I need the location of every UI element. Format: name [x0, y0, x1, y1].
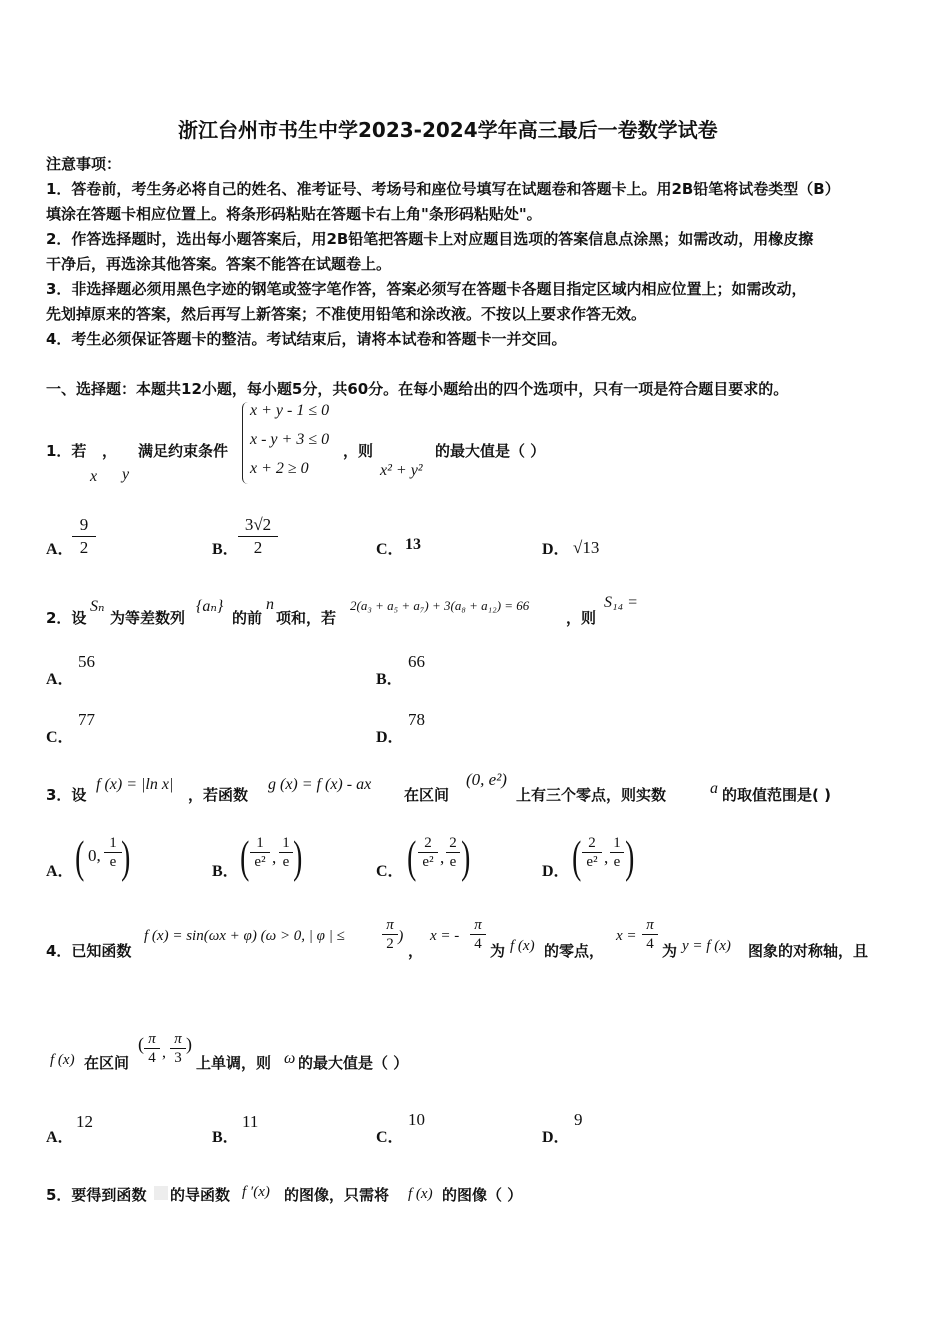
q4-number: 4．已知函数	[46, 942, 132, 960]
right-paren: )	[293, 831, 303, 882]
q3-number: 3．设	[46, 786, 87, 804]
notice-line: 4．考生必须保证答题卡的整洁。考试结束后，请将本试卷和答题卡一并交回。	[46, 330, 567, 348]
denominator: 4	[646, 936, 654, 952]
option-label: D．	[542, 863, 570, 880]
q2-condition: 2(a₃ + a₅ + a₇) + 3(a₈ + a₁₂) = 66	[350, 598, 530, 613]
denominator: e²	[422, 854, 434, 870]
denominator: e	[449, 854, 457, 870]
q4-fdef: f (x) = sin(ωx + φ) (ω > 0, | φ | ≤	[144, 928, 345, 944]
q2-text: 项和，若	[276, 609, 337, 627]
q1-comma: ，	[102, 442, 118, 460]
q4-text: 为	[662, 942, 678, 960]
q3-option-a-fraction	[104, 834, 122, 871]
q2-text: ，则	[566, 609, 597, 627]
q4-text: 为	[490, 942, 506, 960]
q3-interval: (0, e²)	[466, 770, 507, 789]
denominator: e²	[254, 854, 266, 870]
q5-fprime: f ′(x)	[242, 1184, 270, 1200]
q4-fx: f (x)	[510, 938, 535, 954]
notice-line: 3．非选择题必须用黑色字迹的钢笔或签字笔作答，答案必须写在答题卡各题目指定区域内相应位置上；如需改动，	[46, 280, 807, 298]
option-label: C．	[376, 863, 404, 880]
denominator: 2	[253, 538, 263, 557]
notice-line: 1．答卷前，考生务必将自己的姓名、准考证号、考场号和座位号填写在试题卷和答题卡上。用2B铅笔将试卷类型（B）	[46, 180, 840, 198]
q3-option-b-fraction-1	[250, 834, 270, 871]
notice-line: 填涂在答题卡相应位置上。将条形码粘贴在答题卡右上角"条形码粘贴处"。	[46, 205, 542, 223]
comma: ,	[604, 848, 609, 867]
q1-constraint: x + y - 1 ≤ 0	[250, 402, 330, 419]
right-paren: )	[461, 831, 471, 882]
option-label: C．	[376, 541, 404, 558]
q1-number: 1．若	[46, 442, 87, 460]
q4-close: )	[398, 928, 404, 945]
right-paren: )	[186, 1034, 192, 1054]
q1-constraint: x - y + 3 ≤ 0	[250, 431, 330, 448]
notice-heading: 注意事项：	[46, 155, 122, 173]
q4-option-a-value: 12	[76, 1112, 93, 1131]
q3-text: 在区间	[404, 786, 450, 804]
denominator: e	[109, 854, 117, 870]
numerator: 2	[418, 834, 438, 853]
comma: ,	[272, 848, 277, 867]
q4-text: 的零点，	[544, 942, 605, 960]
q2-number: 2．设	[46, 609, 87, 627]
q2-text: 的前	[232, 609, 263, 627]
numerator: 1	[610, 834, 624, 853]
q3-a: a	[710, 780, 718, 797]
q4-option-c-value: 10	[408, 1110, 425, 1129]
option-label: A．	[46, 671, 74, 688]
q3-option-d-fraction-1	[582, 834, 602, 871]
q2-n: n	[266, 596, 274, 613]
q4-fx2: f (x)	[50, 1052, 75, 1068]
q1-target: x² + y²	[380, 462, 423, 479]
q5-text: 的导函数	[170, 1186, 231, 1204]
option-label: D．	[542, 541, 570, 558]
q1-option-a-fraction	[72, 514, 96, 559]
denominator: e²	[586, 854, 598, 870]
q2-Sn: Sₙ	[90, 598, 105, 615]
q1-text: 的最大值是（ ）	[435, 442, 546, 460]
q3-text: 的取值范围是( )	[722, 786, 831, 804]
q4-interval-right	[170, 1030, 186, 1067]
q2-S14: S₁₄ =	[604, 594, 638, 611]
notice-line: 2．作答选择题时，选出每小题答案后，用2B铅笔把答题卡上对应题目选项的答案信息点涂黑；如需改动，用橡皮擦	[46, 230, 814, 248]
q4-text: 在区间	[84, 1054, 130, 1072]
q3-fx: f (x) = |ln x|	[96, 776, 174, 793]
q4-x2: x =	[616, 928, 637, 944]
q1-constraint: x + 2 ≥ 0	[250, 460, 309, 477]
q3-option-c-fraction-2	[446, 834, 460, 871]
q4-comma: ，	[408, 942, 424, 960]
numerator: π	[642, 916, 658, 935]
numerator: π	[382, 916, 398, 935]
left-paren: (	[572, 831, 582, 882]
q3-option-b-fraction-2	[279, 834, 293, 871]
comma: ,	[162, 1044, 166, 1061]
denominator: 4	[148, 1050, 156, 1066]
q2-option-d-value: 78	[408, 710, 425, 729]
option-label: B．	[212, 1129, 239, 1146]
comma: ,	[440, 848, 445, 867]
q4-text: 图象的对称轴，且	[748, 942, 869, 960]
q2-option-b-value: 66	[408, 652, 425, 671]
option-label: B．	[376, 671, 403, 688]
garbled-formula-placeholder	[154, 1186, 168, 1200]
option-label: C．	[46, 729, 74, 746]
left-paren: (	[407, 831, 417, 882]
numerator: 2	[582, 834, 602, 853]
option-label: D．	[542, 1129, 570, 1146]
q5-text: 的图像（ ）	[442, 1186, 523, 1204]
q4-text: 的最大值是（ ）	[298, 1054, 409, 1072]
page-title: 浙江台州市书生中学2023-2024学年高三最后一卷数学试卷	[178, 118, 718, 142]
section-heading: 一、选择题：本题共12小题，每小题5分，共60分。在每小题给出的四个选项中，只有一项是符合题目要求的。	[46, 380, 789, 398]
denominator: 3	[174, 1050, 182, 1066]
q3-text: ，若函数	[188, 786, 249, 804]
q3-option-c-fraction-1	[418, 834, 438, 871]
q4-yfx: y = f (x)	[682, 938, 731, 954]
q2-text: 为等差数列	[110, 609, 186, 627]
numerator: 3√2	[238, 514, 278, 537]
q5-text: 的图像，只需将	[284, 1186, 390, 1204]
right-paren: )	[625, 831, 635, 882]
denominator: e	[282, 854, 290, 870]
q5-number: 5．要得到函数	[46, 1186, 147, 1204]
q1-text: 满足约束条件	[138, 442, 229, 460]
q1-brace	[242, 402, 249, 484]
q4-option-b-value: 11	[242, 1112, 259, 1131]
option-label: A．	[46, 863, 74, 880]
q4-pi-over-2	[382, 916, 398, 953]
q5-fx: f (x)	[408, 1186, 433, 1202]
denominator: 2	[386, 936, 394, 952]
q3-option-a-left: 0,	[88, 846, 101, 865]
notice-line: 先划掉原来的答案，然后再写上新答案；不准使用铅笔和涂改液。不按以上要求作答无效。	[46, 305, 647, 323]
q1-option-d-value: √13	[573, 538, 600, 557]
q3-text: 上有三个零点，则实数	[516, 786, 667, 804]
q3-option-d-fraction-2	[610, 834, 624, 871]
numerator: π	[470, 916, 486, 935]
q4-option-d-value: 9	[574, 1110, 583, 1129]
right-paren: )	[121, 831, 131, 882]
q4-x1: x = -	[430, 928, 460, 944]
q1-option-c-value: 13	[405, 536, 421, 553]
option-label: B．	[212, 541, 239, 558]
q4-interval-left	[144, 1030, 160, 1067]
numerator: 1	[279, 834, 293, 853]
q1-text: ，则	[343, 442, 374, 460]
q4-pi-over-4	[470, 916, 486, 953]
option-label: C．	[376, 1129, 404, 1146]
numerator: π	[144, 1030, 160, 1049]
option-label: D．	[376, 729, 404, 746]
option-label: A．	[46, 1129, 74, 1146]
notice-line: 干净后，再选涂其他答案。答案不能答在试题卷上。	[46, 255, 392, 273]
left-paren: (	[240, 831, 250, 882]
denominator: e	[613, 854, 621, 870]
numerator: 1	[250, 834, 270, 853]
q4-omega: ω	[284, 1050, 296, 1067]
numerator: π	[170, 1030, 186, 1049]
q2-an: {aₙ}	[196, 598, 224, 615]
q1-var-y: y	[122, 466, 130, 483]
numerator: 2	[446, 834, 460, 853]
denominator: 2	[79, 538, 89, 557]
q3-gx: g (x) = f (x) - ax	[268, 776, 372, 793]
numerator: 1	[104, 834, 122, 853]
option-label: B．	[212, 863, 239, 880]
option-label: A．	[46, 541, 74, 558]
q1-var-x: x	[90, 468, 98, 485]
left-paren: (	[75, 831, 85, 882]
denominator: 4	[474, 936, 482, 952]
q1-option-b-fraction	[238, 514, 278, 559]
q4-pi-over-4-b	[642, 916, 658, 953]
q2-option-a-value: 56	[78, 652, 95, 671]
left-paren: (	[138, 1034, 144, 1054]
q4-text: 上单调，则	[196, 1054, 272, 1072]
q2-option-c-value: 77	[78, 710, 95, 729]
numerator: 9	[72, 514, 96, 537]
